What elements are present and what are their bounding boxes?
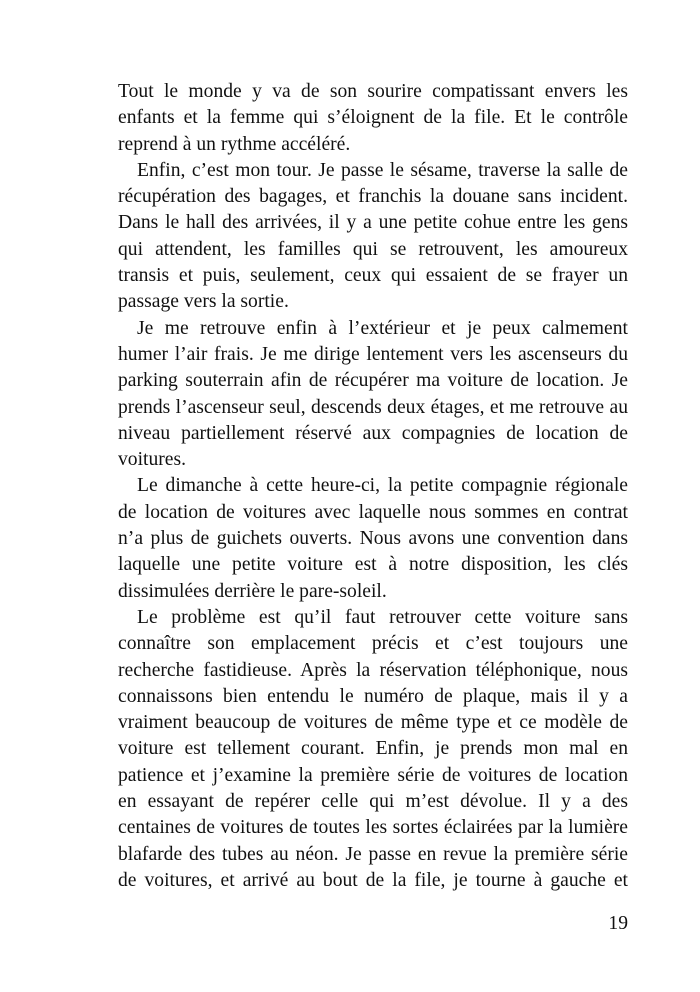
- text-line: de location de voitures avec laquelle nous sommes en contrat: [118, 501, 628, 523]
- paragraph-first-line: Je me retrouve enfin à l’extérieur et je peux calmement: [137, 317, 628, 339]
- text-line: connaissons bien entendu le numéro de plaque, mais il y a: [118, 685, 628, 707]
- text-line: voitures.: [118, 449, 187, 471]
- text-line: de voitures, et arrivé au bout de la file, je tourne à gauche et: [118, 869, 628, 891]
- text-line: niveau partiellement réservé aux compagnies de location de: [118, 422, 628, 444]
- paragraph-first-line: Le dimanche à cette heure-ci, la petite compagnie régionale: [137, 475, 628, 497]
- text-line: qui attendent, les familles qui se retrouvent, les amoureux: [118, 238, 628, 260]
- text-line: passage vers la sortie.: [118, 291, 289, 313]
- text-line: patience et j’examine la première série de voitures de location: [118, 764, 628, 786]
- text-line: voiture est tellement courant. Enfin, je prends mon mal en: [118, 738, 628, 760]
- text-line: Tout le monde y va de son sourire compatissant envers les: [118, 81, 628, 102]
- text-line: reprend à un rythme accéléré.: [118, 133, 351, 155]
- text-line: connaître son emplacement précis et c’est toujours une: [118, 633, 628, 655]
- text-line: dissimulées derrière le pare-soleil.: [118, 580, 387, 602]
- text-line: centaines de voitures de toutes les sortes éclairées par la lumière: [118, 817, 628, 839]
- text-line: laquelle une petite voiture est à notre disposition, les clés: [118, 554, 628, 576]
- text-line: humer l’air frais. Je me dirige lentement vers les ascenseurs du: [118, 343, 628, 365]
- page-number: 19: [608, 913, 628, 934]
- text-line: récupération des bagages, et franchis la douane sans incident.: [118, 186, 628, 208]
- text-line: en essayant de repérer celle qui m’est dévolue. Il y a des: [118, 791, 628, 813]
- text-line: parking souterrain afin de récupérer ma voiture de location. Je: [118, 370, 628, 392]
- text-line: recherche fastidieuse. Après la réservation téléphonique, nous: [118, 659, 628, 681]
- text-line: vraiment beaucoup de voitures de même type et ce modèle de: [118, 712, 628, 734]
- text-line: Dans le hall des arrivées, il y a une petite cohue entre les gens: [118, 212, 628, 234]
- text-line: transis et puis, seulement, ceux qui essaient de se frayer un: [118, 265, 628, 287]
- text-line: prends l’ascenseur seul, descends deux étages, et me retrouve au: [118, 396, 628, 418]
- paragraph-first-line: Le problème est qu’il faut retrouver cette voiture sans: [137, 606, 628, 628]
- text-line: enfants et la femme qui s’éloignent de la file. Et le contrôle: [118, 107, 628, 129]
- text-line: n’a plus de guichets ouverts. Nous avons une convention dans: [118, 528, 628, 550]
- text-line: blafarde des tubes au néon. Je passe en revue la première série: [118, 843, 628, 865]
- body-text: [118, 79, 628, 894]
- paragraph-first-line: Enfin, c’est mon tour. Je passe le sésame, traverse la salle de: [137, 159, 628, 181]
